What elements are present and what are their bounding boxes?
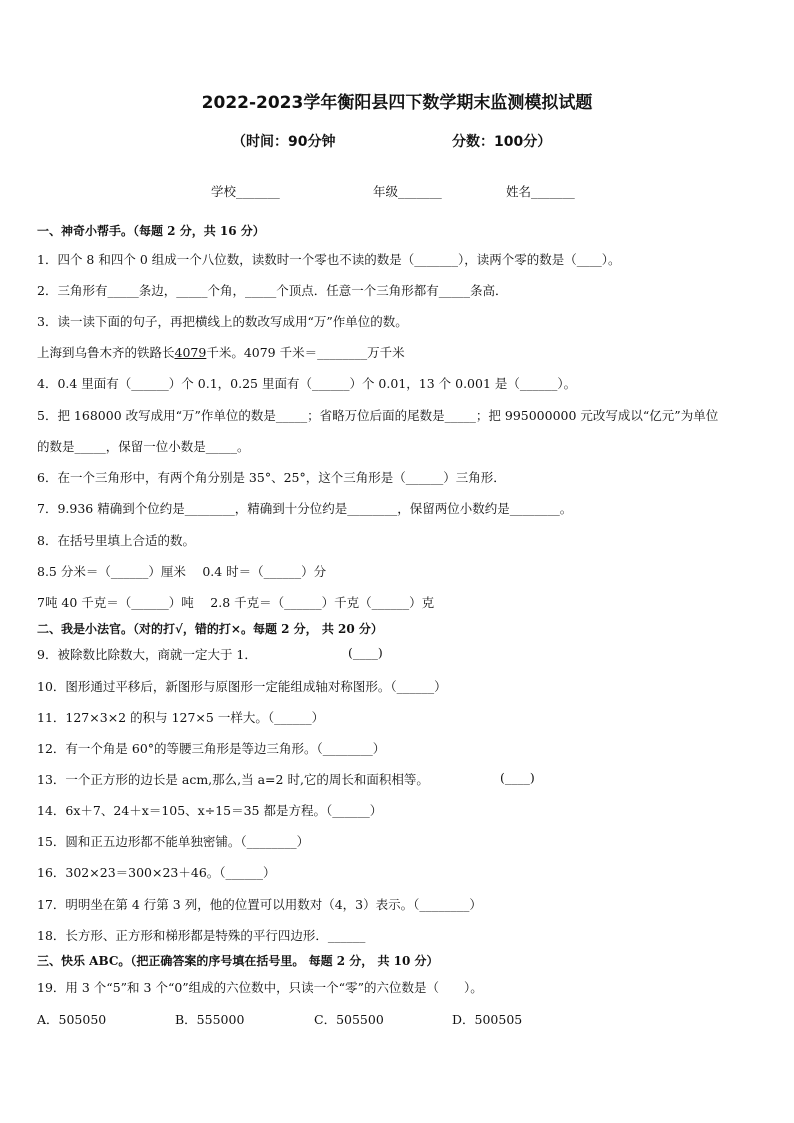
question-16: 16．302×23＝300×23＋46。（______） <box>37 865 276 880</box>
time-label: （时间：90分钟 <box>232 134 336 150</box>
question-11: 11．127×3×2 的积与 127×5 一样大。（______） <box>37 710 325 725</box>
section-3-heading: 三、快乐 ABC。（把正确答案的序号填在括号里。 每题 2 分， 共 10 分） <box>37 954 439 968</box>
question-10: 10．图形通过平移后，新图形与原图形一定能组成轴对称图形。（______） <box>37 679 447 694</box>
question-8: 8．在括号里填上合适的数。 <box>37 533 195 548</box>
question-2: 2．三角形有_____条边，_____个角，_____个顶点．任意一个三角形都有_____条高． <box>37 283 508 298</box>
question-7: 7．9.936 精确到个位约是________，精确到十分位约是________，保留两位小数约是________。 <box>37 501 573 516</box>
option-d[interactable]: D．500505 <box>452 1012 523 1027</box>
question-14: 14．6x＋7、24＋x＝105、x÷15＝35 都是方程。（______） <box>37 803 383 818</box>
question-3: 3．读一读下面的句子，再把横线上的数改写成用“万”作单位的数。 <box>37 314 408 329</box>
option-a[interactable]: A．505050 <box>37 1012 107 1027</box>
question-18: 18．长方形、正方形和梯形都是特殊的平行四边形．______ <box>37 928 366 943</box>
question-6: 6．在一个三角形中，有两个角分别是 35°、25°，这个三角形是（______）三角形． <box>37 470 506 485</box>
question-19: 19．用 3 个“5”和 3 个“0”组成的六位数中，只读一个“零”的六位数是（ ）。 <box>37 980 483 995</box>
name-field[interactable]: 姓名_______ <box>506 184 575 199</box>
question-15: 15．圆和正五边形都不能单独密铺。（________） <box>37 834 310 849</box>
question-5-line-1: 5．把 168000 改写成用“万”作单位的数是_____；省略万位后面的尾数是_____；把 995000000 元改写成以“亿元”为单位 <box>37 408 719 423</box>
q3-underlined-number: 4079 <box>174 345 207 360</box>
page-title: 2022-2023学年衡阳县四下数学期末监测模拟试题 <box>201 93 593 113</box>
q3-text-pre: 上海到乌鲁木齐的铁路长 <box>37 345 175 360</box>
grade-field[interactable]: 年级_______ <box>373 184 442 199</box>
option-c[interactable]: C．505500 <box>314 1012 384 1027</box>
question-9: 9．被除数比除数大，商就一定大于 1． <box>37 647 257 662</box>
section-1-heading: 一、神奇小帮手。（每题 2 分，共 16 分） <box>37 224 265 238</box>
question-3-detail <box>37 343 405 361</box>
score-label: 分数：100分） <box>452 134 552 150</box>
question-8-part-b: 7吨 40 千克＝（______）吨 2.8 千克＝（______）千克（______）克 <box>37 595 435 610</box>
school-field[interactable]: 学校_______ <box>211 184 280 199</box>
question-9-answer-blank[interactable]: (____) <box>348 645 383 660</box>
question-4: 4．0.4 里面有（______）个 0.1，0.25 里面有（______）个 0.01，13 个 0.001 是（______）。 <box>37 376 577 391</box>
question-12: 12．有一个角是 60°的等腰三角形是等边三角形。（________） <box>37 741 386 756</box>
question-1: 1．四个 8 和四个 0 组成一个八位数，读数时一个零也不读的数是（_______），读两个零的数是（____）。 <box>37 252 621 267</box>
question-13-answer-blank[interactable]: (____) <box>500 770 535 785</box>
question-13: 13．一个正方形的边长是 acm,那么,当 a=2 时,它的周长和面积相等。 <box>37 772 429 787</box>
q3-text-post: 千米。4079 千米＝________万千米 <box>206 345 405 360</box>
question-8-part-a: 8.5 分米＝（______）厘米 0.4 时＝（______）分 <box>37 564 327 579</box>
option-b[interactable]: B．555000 <box>175 1012 245 1027</box>
section-2-heading: 二、我是小法官。（对的打√，错的打×。每题 2 分， 共 20 分） <box>37 622 383 636</box>
question-5-line-2: 的数是_____，保留一位小数是_____。 <box>37 439 250 454</box>
question-17: 17．明明坐在第 4 行第 3 列，他的位置可以用数对（4，3）表示。（________） <box>37 897 482 912</box>
